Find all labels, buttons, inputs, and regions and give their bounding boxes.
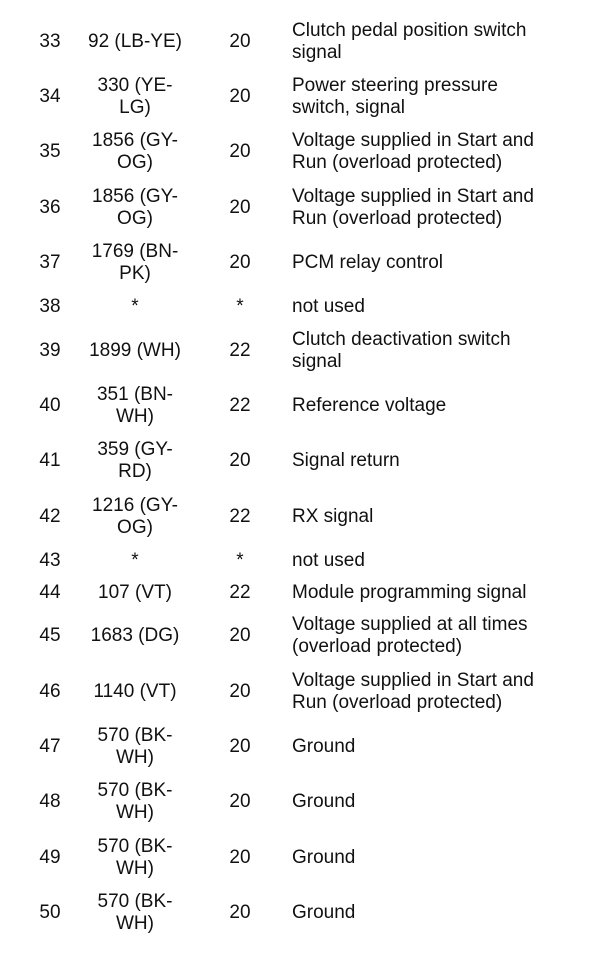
- pin-number: 41: [39, 450, 61, 472]
- wire-gauge: 20: [229, 791, 251, 813]
- pin-number: 46: [39, 680, 61, 702]
- pin-function: Ground: [292, 902, 356, 924]
- wire-gauge: *: [236, 295, 244, 317]
- pin-function: Voltage supplied at all times (overload protected): [292, 614, 528, 658]
- table-row: [0, 489, 608, 544]
- wire-gauge: 22: [229, 395, 251, 417]
- wire-gauge: 22: [229, 505, 251, 527]
- pin-number: 36: [39, 196, 61, 218]
- table-row: [0, 323, 608, 378]
- pin-number: 49: [39, 846, 61, 868]
- wire-gauge: 20: [229, 846, 251, 868]
- pin-function: not used: [292, 549, 365, 571]
- pin-number: 48: [39, 791, 61, 813]
- pin-function: Voltage supplied in Start and Run (overload protected): [292, 669, 534, 713]
- circuit-code: *: [131, 549, 139, 571]
- pin-function: PCM relay control: [292, 252, 443, 274]
- wire-gauge: *: [236, 549, 244, 571]
- table-row: [0, 885, 608, 940]
- circuit-code: 330 (YE- LG): [97, 75, 173, 119]
- wire-gauge: 22: [229, 339, 251, 361]
- circuit-code: 1856 (GY- OG): [92, 130, 178, 174]
- circuit-code: 359 (GY- RD): [97, 439, 173, 483]
- pin-function: Signal return: [292, 450, 400, 472]
- pin-function: Clutch pedal position switch signal: [292, 19, 527, 63]
- circuit-code: 570 (BK- WH): [97, 780, 173, 824]
- wire-gauge: 20: [229, 196, 251, 218]
- pin-number: 40: [39, 395, 61, 417]
- pin-function: RX signal: [292, 505, 374, 527]
- wire-gauge: 20: [229, 450, 251, 472]
- pin-function: Ground: [292, 846, 356, 868]
- table-row: [0, 545, 608, 577]
- table-row: [0, 609, 608, 664]
- circuit-code: 351 (BN- WH): [96, 384, 174, 428]
- table-row: [0, 236, 608, 291]
- table-row: [0, 378, 608, 433]
- table-row: [0, 291, 608, 323]
- table-row: [0, 664, 608, 719]
- pin-number: 45: [39, 625, 61, 647]
- table-row: [0, 180, 608, 235]
- circuit-code: 1216 (GY- OG): [92, 494, 178, 538]
- pin-number: 38: [39, 295, 61, 317]
- circuit-code: 92 (LB-YE): [88, 30, 182, 52]
- pin-number: 35: [39, 141, 61, 163]
- pin-number: 34: [39, 86, 61, 108]
- table-row: [0, 69, 608, 124]
- circuit-code: 1856 (GY- OG): [92, 185, 178, 229]
- wire-gauge: 20: [229, 902, 251, 924]
- circuit-code: 1683 (DG): [90, 625, 180, 647]
- pin-function: Reference voltage: [292, 395, 447, 417]
- table-row: [0, 434, 608, 489]
- wire-gauge: 20: [229, 141, 251, 163]
- pin-number: 33: [39, 30, 61, 52]
- circuit-code: 570 (BK- WH): [97, 891, 173, 935]
- circuit-code: 107 (VT): [98, 581, 172, 603]
- wire-gauge: 22: [229, 581, 251, 603]
- pin-function: Voltage supplied in Start and Run (overload protected): [292, 185, 534, 229]
- pin-function: Ground: [292, 735, 356, 757]
- circuit-code: 1140 (VT): [93, 680, 177, 702]
- pin-number: 43: [39, 549, 61, 571]
- wire-gauge: 20: [229, 625, 251, 647]
- pin-number: 37: [39, 252, 61, 274]
- wire-gauge: 20: [229, 30, 251, 52]
- circuit-code: 1899 (WH): [89, 339, 181, 361]
- pin-number: 44: [39, 581, 61, 603]
- circuit-code: 570 (BK- WH): [97, 835, 173, 879]
- table-row: [0, 125, 608, 180]
- table-row: [0, 719, 608, 774]
- table-row: [0, 14, 608, 69]
- connector-pinout-table: [0, 14, 608, 941]
- pin-function: Voltage supplied in Start and Run (overload protected): [292, 130, 534, 174]
- circuit-code: 1769 (BN- PK): [91, 241, 179, 285]
- pin-function: not used: [292, 295, 365, 317]
- pin-function: Ground: [292, 791, 356, 813]
- pin-number: 50: [39, 902, 61, 924]
- pin-function: Module programming signal: [292, 581, 527, 603]
- circuit-code: 570 (BK- WH): [97, 724, 173, 768]
- wire-gauge: 20: [229, 680, 251, 702]
- wire-gauge: 20: [229, 86, 251, 108]
- table-row: [0, 775, 608, 830]
- wire-gauge: 20: [229, 252, 251, 274]
- pin-number: 39: [39, 339, 61, 361]
- pin-function: Clutch deactivation switch signal: [292, 328, 511, 372]
- table-row: [0, 830, 608, 885]
- pin-number: 47: [39, 735, 61, 757]
- table-row: [0, 577, 608, 609]
- pin-function: Power steering pressure switch, signal: [292, 75, 498, 119]
- circuit-code: *: [131, 295, 139, 317]
- wire-gauge: 20: [229, 735, 251, 757]
- pin-number: 42: [39, 505, 61, 527]
